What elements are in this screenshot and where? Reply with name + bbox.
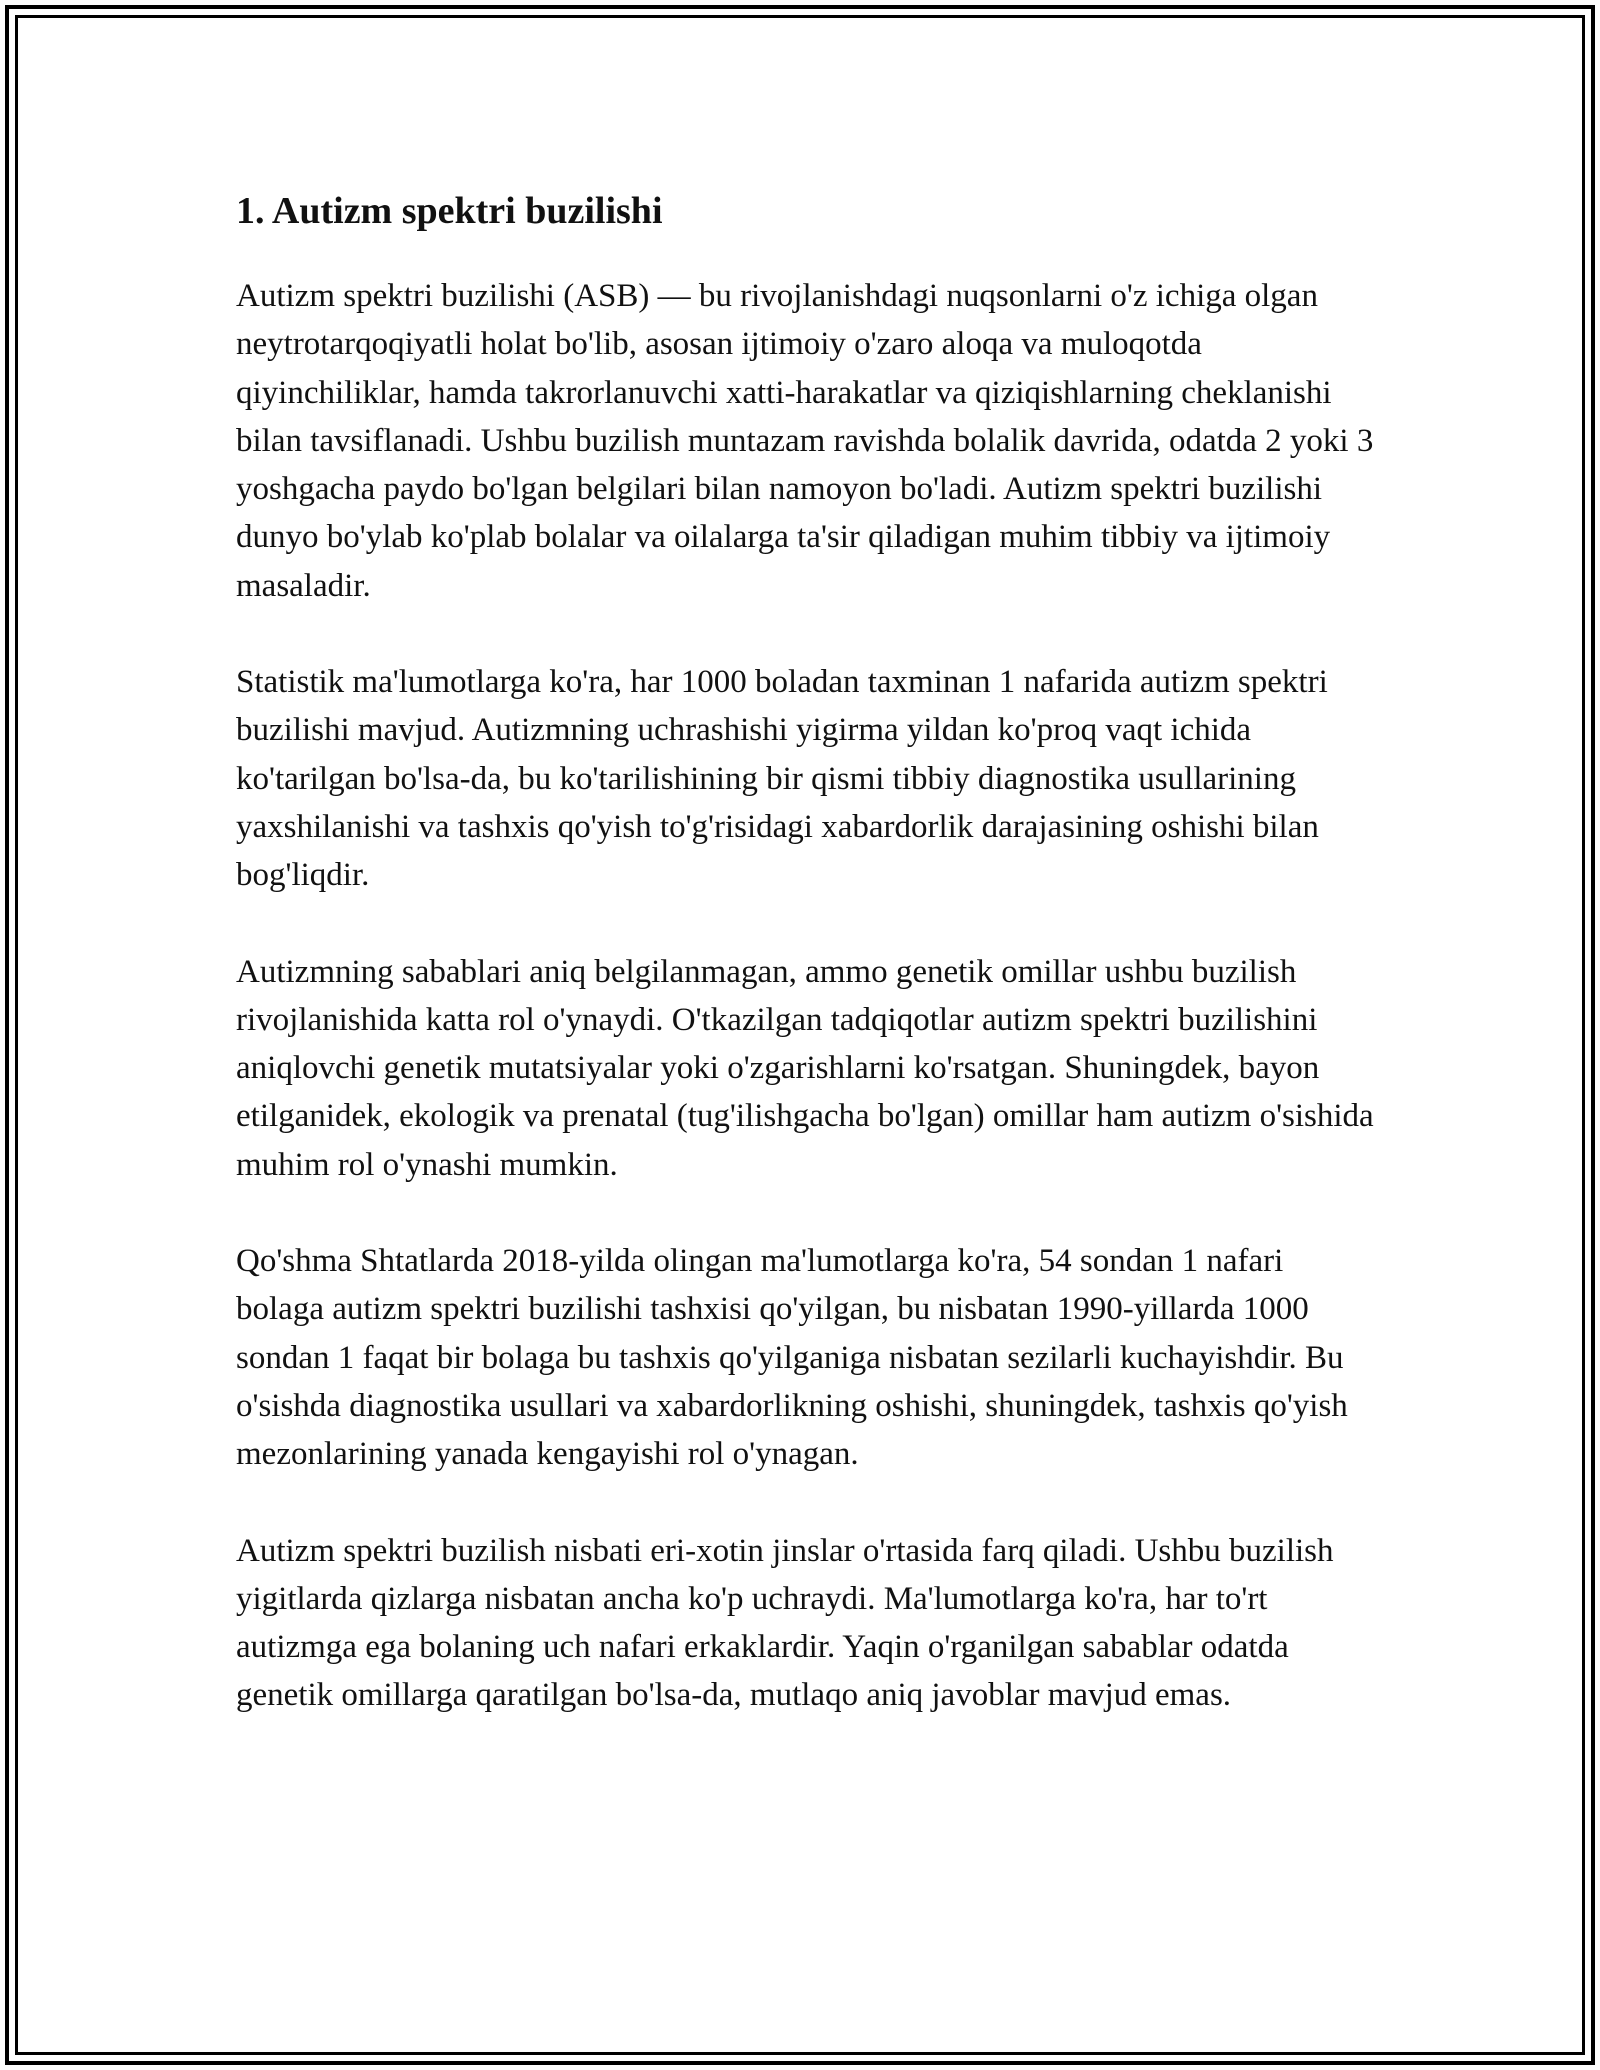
- paragraph-causes: Autizmning sabablari aniq belgilanmagan, ammo genetik omillar ushbu buzilish rivojlanishida katta rol o'ynaydi. O'tkazilgan tadqiqotlar autizm spektri buzilishini aniqlovchi genetik mutatsiyalar yoki o'zgarishlarni ko'rsatgan. Shuningdek, bayon etilganidek, ekologik va prenatal (tug'ilishgacha bo'lgan) omillar ham autizm o'sishida muhim rol o'ynashi mumkin.: [236, 953, 1374, 1183]
- paragraph-statistics: Statistik ma'lumotlarga ko'ra, har 1000 boladan taxminan 1 nafarida autizm spektri buzilishi mavjud. Autizmning uchrashishi yigirma yildan ko'proq vaqt ichida ko'tarilgan bo'lsa-da, bu ko'tarilishining bir qismi tibbiy diagnostika usullarining yaxshilanishi va tashxis qo'yish to'g'risidagi xabardorlik darajasining oshishi bilan bog'liqdir.: [236, 664, 1328, 894]
- paragraph-definition: Autizm spektri buzilishi (ASB) — bu rivojlanishdagi nuqsonlarni o'z ichiga olgan neytrotarqoqiyatli holat bo'lib, asosan ijtimoiy o'zaro aloqa va muloqotda qiyinchiliklar, hamda takrorlanuvchi xatti-harakatlar va qiziqishlarning cheklanishi bilan tavsiflanadi. Ushbu buzilish muntazam ravishda bolalik davrida, odatda 2 yoki 3 yoshgacha paydo bo'lgan belgilari bilan namoyon bo'ladi. Autizm spektri buzilishi dunyo bo'ylab ko'plab bolalar va oilalarga ta'sir qiladigan muhim tibbiy va ijtimoiy masaladir.: [236, 278, 1374, 604]
- document-body: [236, 186, 1376, 1768]
- paragraph-gender-ratio: Autizm spektri buzilish nisbati eri-xotin jinslar o'rtasida farq qiladi. Ushbu buzilish yigitlarda qizlarga nisbatan ancha ko'p uchraydi. Ma'lumotlarga ko'ra, har to'rt autizmga ega bolaning uch nafari erkaklardir. Yaqin o'rganilgan sabablar odatda genetik omillarga qaratilgan bo'lsa-da, mutlaqo aniq javoblar mavjud emas.: [236, 1532, 1334, 1714]
- paragraph-us-data: Qo'shma Shtatlarda 2018-yilda olingan ma'lumotlarga ko'ra, 54 sondan 1 nafari bolaga autizm spektri buzilishi tashxisi qo'yilgan, bu nisbatan 1990-yillarda 1000 sondan 1 faqat bir bolaga bu tashxis qo'yilganiga nisbatan sezilarli kuchayishdir. Bu o'sishda diagnostika usullari va xabardorlikning oshishi, shuningdek, tashxis qo'yish mezonlarining yanada kengayishi rol o'ynagan.: [236, 1243, 1348, 1473]
- section-heading: 1. Autizm spektri buzilishi: [236, 190, 663, 232]
